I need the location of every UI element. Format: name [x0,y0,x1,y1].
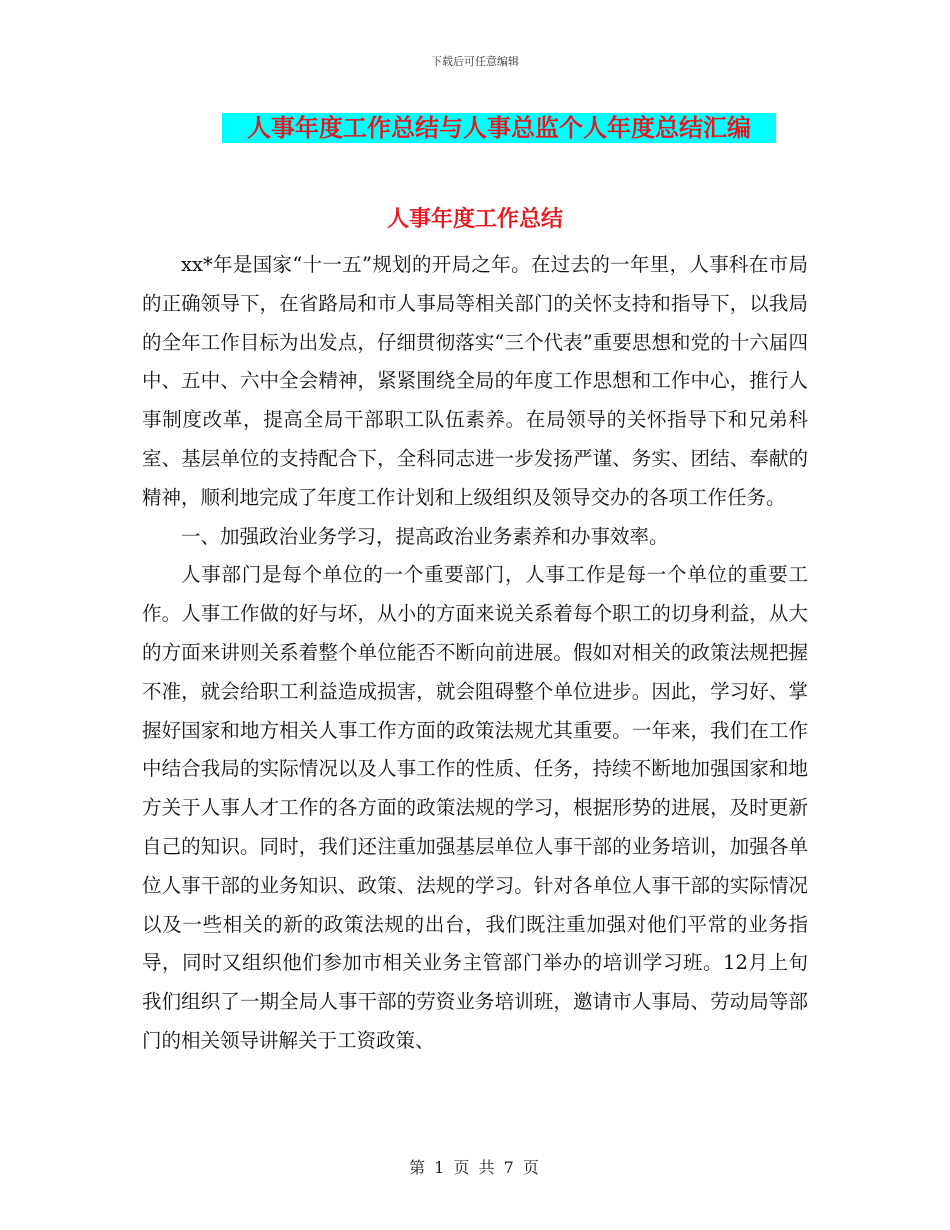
header-note: 下载后可任意编辑 [431,55,519,68]
footer-middle: 页 共 [453,1158,497,1177]
footer-prefix: 第 [409,1158,428,1177]
footer-total-pages: 7 [503,1158,516,1177]
page-footer [0,1155,950,1178]
footer-page-number: 1 [434,1158,447,1177]
body-text [142,246,808,1061]
section-title: 人事年度工作总结 [386,206,563,232]
paragraph: 一、加强政治业务学习，提高政治业务素养和办事效率。 [181,524,669,548]
paragraph: xx*年是国家“十一五”规划的开局之年。在过去的一年里，人事科在市局的正确领导下，在省路局和市人事局等相关部门的关怀支持和指导下，以我局的全年工作目标为出发点，仔细贯彻落实“三个代表”重要思想和党的十六届四中、五中、六中全会精神，紧紧围绕全局的年度工作思想和工作中心，推行人事制度改革，提高全局干部职工队伍素养。在局领导的关怀指导下和兄弟科室、基层单位的支持配合下，全科同志进一步发扬严谨、务实、团结、奉献的精神，顺利地完成了年度工作计划和上级组织及领导交办的各项工作任务。 [142,253,808,509]
main-title: 人事年度工作总结与人事总监个人年度总结汇编 [222,113,776,143]
paragraph: 人事部门是每个单位的一个重要部门，人事工作是每一个单位的重要工作。人事工作做的好与坏，从小的方面来说关系着每个职工的切身利益，从大的方面来讲则关系着整个单位能否不断向前进展。假如对相关的政策法规把握不准，就会给职工利益造成损害，就会阻碍整个单位进步。因此，学习好、掌握好国家和地方相关人事工作方面的政策法规尤其重要。一年来，我们在工作中结合我局的实际情况以及人事工作的性质、任务，持续不断地加强国家和地方关于人事人才工作的各方面的政策法规的学习，根据形势的进展，及时更新自己的知识。同时，我们还注重加强基层单位人事干部的业务培训，加强各单位人事干部的业务知识、政策、法规的学习。针对各单位人事干部的实际情况以及一些相关的新的政策法规的出台，我们既注重加强对他们平常的业务指导，同时又组织他们参加市相关业务主管部门举办的培训学习班。12月上旬我们组织了一期全局人事干部的劳资业务培训班，邀请市人事局、劳动局等部门的相关领导讲解关于工资政策、 [142,563,808,1052]
footer-suffix: 页 [522,1158,541,1177]
